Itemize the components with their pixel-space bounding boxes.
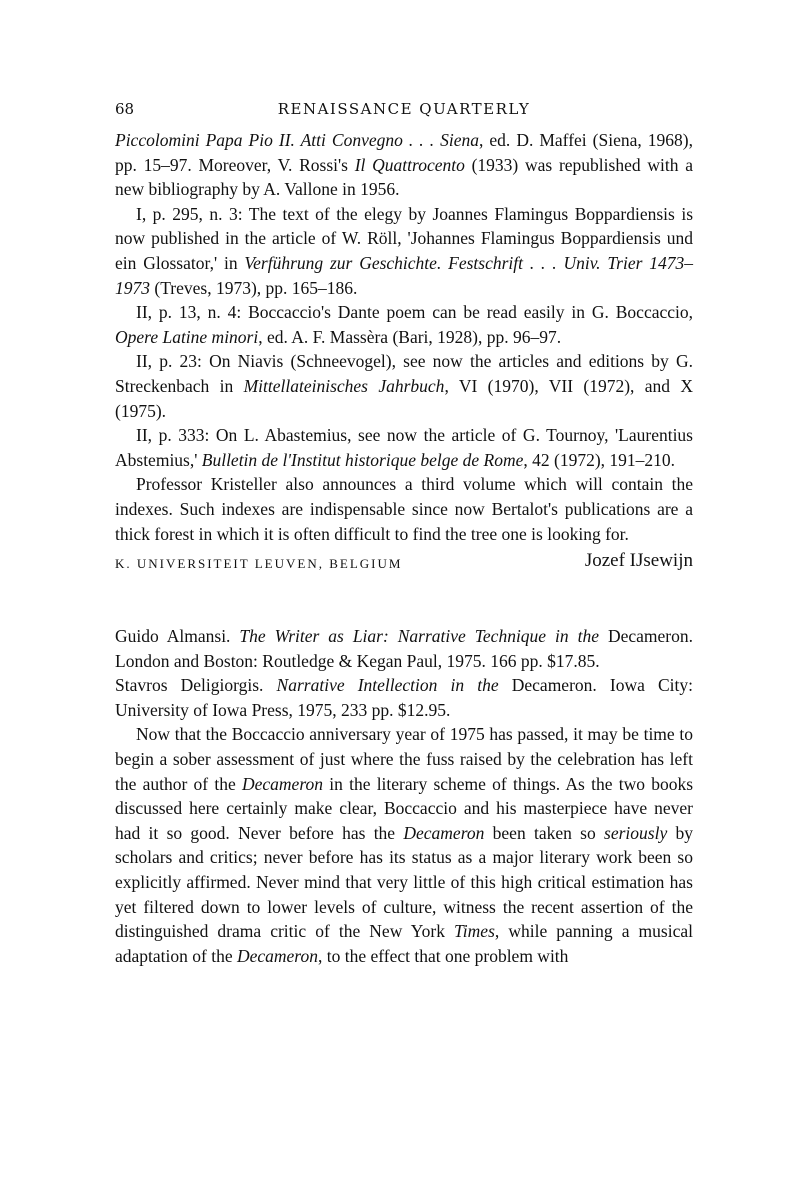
paragraph: II, p. 13, n. 4: Boccaccio's Dante poem can be read easily in G. Boccaccio, Opere Latine minori, ed. A. F. Massèra (Bari, 1928), pp. 96–97. (115, 302, 693, 347)
book-citation: Stavros Deligiorgis. Narrative Intellection in the Decameron. Iowa City: University of Iowa Press, 1975, 233 pp. $12.95. (115, 675, 694, 720)
reviewer-name: Jozef IJsewijn (584, 550, 693, 572)
paragraph: Professor Kristeller also announces a third volume which will contain the indexes. Such indexes are indispensable since now Bertalot's publications are a thick forest in which it is often difficult to find the tree one is looking for. (115, 474, 693, 544)
page (115, 96, 693, 968)
page-number: 68 (115, 100, 135, 118)
reviewer-institution: K. UNIVERSITEIT LEUVEN, BELGIUM (115, 556, 403, 572)
section-gap (115, 578, 693, 624)
paragraph: II, p. 23: On Niavis (Schneevogel), see now the articles and editions by G. Streckenbach in Mittellateinisches Jahrbuch, VI (1970), VII (1972), and X (1975). (115, 351, 693, 421)
paragraph: II, p. 333: On L. Abastemius, see now the article of G. Tournoy, 'Laurentius Abstemius,' Bulletin de l'Institut historique belge de Rome, 42 (1972), 191–210. (115, 425, 693, 470)
book-citation: Guido Almansi. The Writer as Liar: Narrative Technique in the Decameron. London and Boston: Routledge & Kegan Paul, 1975. 166 pp. $17.85. (115, 626, 693, 671)
review-body-paragraph: Now that the Boccaccio anniversary year of 1975 has passed, it may be time to begin a sober assessment of just where the fuss raised by the celebration has left the author of the Decameron in the literary scheme of things. As the two books discussed here certainly make clear, Boccaccio and his masterpiece have never had it so good. Never before has the Decameron been taken so seriously by scholars and critics; never before has its status as a major literary work been so explicitly affirmed. Never mind that very little of this high critical estimation has yet filtered down to lower levels of culture, witness the recent assertion of the distinguished drama critic of the New York Times, while panning a musical adaptation of the Decameron, to the effect that one problem with (115, 724, 694, 966)
review-signature (115, 550, 693, 578)
review-ijsewijn-continuation (115, 128, 693, 546)
journal-title: RENAISSANCE QUARTERLY (277, 100, 531, 118)
paragraph: I, p. 295, n. 3: The text of the elegy by Joannes Flamingus Boppardiensis is now published in the article of W. Röll, 'Johannes Flamingus Boppardiensis und ein Glossator,' in Verführung zur Geschichte. Festschrift . . . Univ. Trier 1473–1973 (Treves, 1973), pp. 165–186. (115, 203, 693, 298)
review-decameron (115, 624, 693, 968)
paragraph: Piccolomini Papa Pio II. Atti Convegno . . . Siena, ed. D. Maffei (Siena, 1968), pp. 15–97. Moreover, V. Rossi's Il Quattrocento (1933) was republished with a new bibliography by A. Vallone in 1956. (115, 130, 693, 200)
running-head (115, 100, 693, 122)
